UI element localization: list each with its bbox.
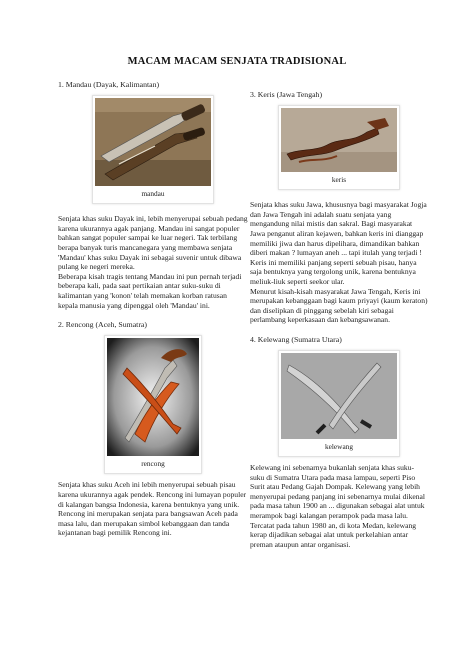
paragraph: Senjata khas suku Dayak ini, lebih menyerupai sebuah pedang karena ukurannya agak panjang. Mandau ini sangat populer bahkan sangat populer sampai ke luar negeri. Tak terbilang berapa banyak turis mancanegara yang membawa senjata 'Mandau' khas suku Dayak ini sebagai suvenir untuk dibawa pulang ke negeri mereka. <box>58 214 248 272</box>
mandau-photo <box>95 98 211 186</box>
kelewang-photo <box>281 353 397 439</box>
paragraph: Senjata khas suku Jawa, khususnya bagi masyarakat Jogja dan Jawa Tengah ini adalah suatu senjata yang mengandung nilai mistis dan sakral. Bagi masyarakat Jawa penganut aliran kejawen, bahkan keris ini dianggap memiliki jiwa dan harus dipelihara, dimandikan bahkan diberi makan ? lumayan aneh ... tapi itulah yang terjadi ! <box>250 200 427 258</box>
section-heading-mandau: 1. Mandau (Dayak, Kalimantan) <box>58 80 160 89</box>
left-column <box>58 80 248 538</box>
paragraph: Senjata khas suku Aceh ini lebih menyerupai sebuah pisau karena ukurannya agak pendek. Rencong ini lumayan populer di kalangan bangsa Indonesia, karena bentuknya yang unik. Rencong ini merupakan senjata para bangsawan Aceh pada masa lalu, dan merupakan simbol kebanggaan dan tanda kejantanan bagi pemilik Rencong ini. <box>58 480 247 538</box>
paragraph: Kelewang ini sebenarnya bukanlah senjata khas suku-suku di Sumatra Utara pada masa lampau, seperti Piso Surit atau Pedang Gajah Dompak. Kelewang yang lebih menyerupai pedang panjang ini sebenarnya mulai dikenal pada masa tahun 1900 an ... digunakan sebagai alat untuk merampok bagi kalangan perampok pada masa lalu. <box>250 463 426 521</box>
paragraph: Tercatat pada tahun 1980 an, di kota Medan, kelewang kerap dijadikan sebagai alat untuk perkelahian antar preman ataupun antar organisasi. <box>250 520 417 549</box>
figure-mandau <box>92 95 214 205</box>
section-heading-rencong: 2. Rencong (Aceh, Sumatra) <box>58 320 147 330</box>
figure-caption: mandau <box>141 188 165 198</box>
figure-kelewang <box>278 350 400 458</box>
page-title: MACAM MACAM SENJATA TRADISIONAL <box>127 56 347 67</box>
figure-caption: keris <box>331 174 347 184</box>
keris-photo <box>281 108 397 172</box>
paragraph: Keris ini memiliki panjang seperti sebuah pisau, hanya saja bentuknya yang tergolong unik, karena bentuknya meliuk-liuk seperti seekor ular. <box>250 257 417 286</box>
figure-rencong <box>104 335 202 475</box>
paragraph: Menurut kisah-kisah masyarakat Jawa Tengah, Keris ini merupakan kebanggaan bagi kaum priyayi (kaum keraton) dan diselipkan di pinggang sebelah kiri sebagai perlambang keperkasaan dan kebangsawanan. <box>250 286 428 325</box>
figure-caption: kelewang <box>325 441 353 451</box>
section-heading-kelewang: 4. Kelewang (Sumatra Utara) <box>250 334 342 344</box>
figure-keris <box>278 105 400 191</box>
section-heading-keris: 3. Keris (Jawa Tengah) <box>250 90 323 99</box>
right-column <box>250 90 428 549</box>
figure-caption: rencong <box>141 458 165 468</box>
rencong-photo <box>107 338 199 456</box>
paragraph: Beberapa kisah tragis tentang Mandau ini pun pernah terjadi beberapa kali, pada saat pertikaian antar suku-suku di kalimantan yang 'konon' telah memakan korban ratusan kepala manusia yang dipenggal oleh 'Mandau' ini. <box>58 271 242 310</box>
